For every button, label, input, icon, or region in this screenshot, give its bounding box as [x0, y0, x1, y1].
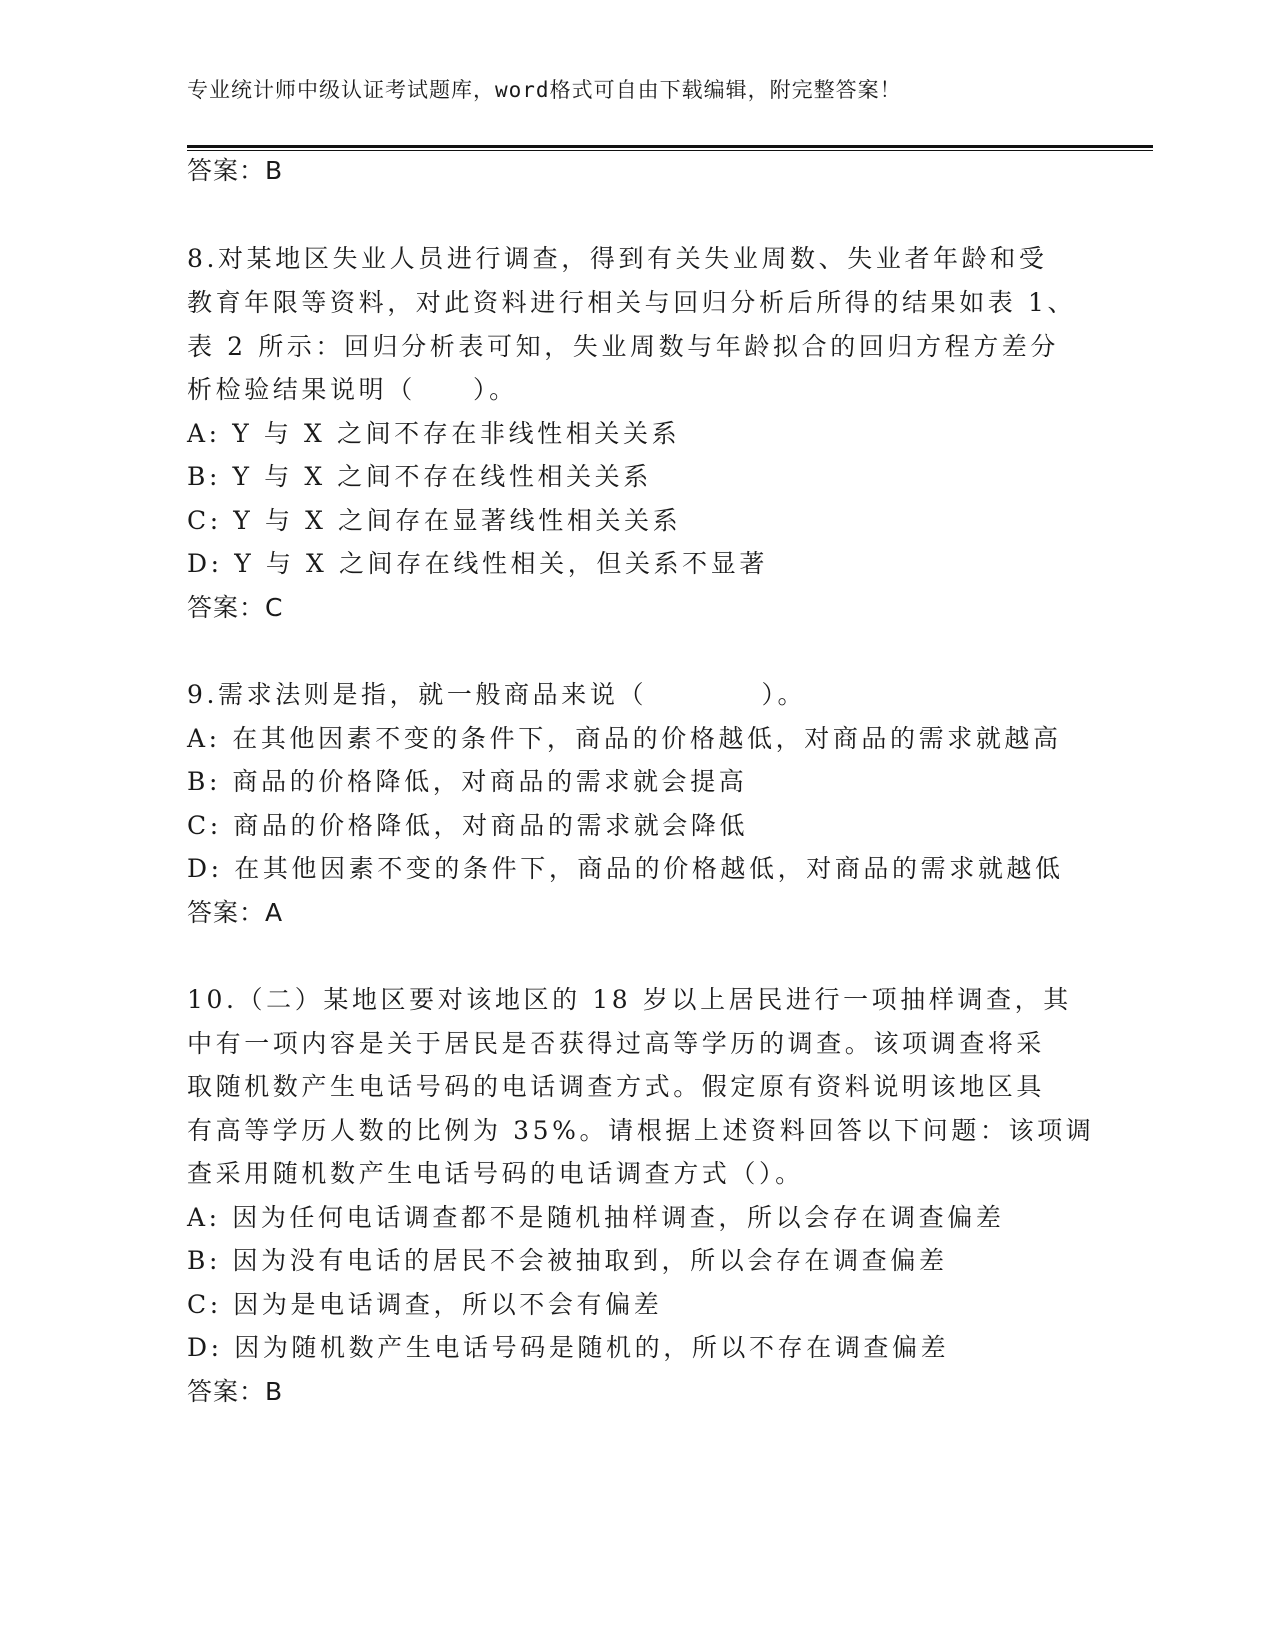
- question-8-line-3: 表 2 所示：回归分析表可知，失业周数与年龄拟合的回归方程方差分: [187, 332, 1060, 361]
- question-10-option-a: A: 因为任何电话调查都不是随机抽样调查，所以会存在调查偏差: [187, 1203, 1005, 1232]
- question-10-option-c: C: 因为是电话调查，所以不会有偏差: [187, 1290, 663, 1319]
- question-8-option-a: A: Y 与 X 之间不存在非线性相关关系: [187, 419, 681, 448]
- question-8-option-c: C: Y 与 X 之间存在显著线性相关关系: [187, 506, 682, 535]
- header-rule-thick: [187, 145, 1153, 148]
- question-10-line-4: 有高等学历人数的比例为 35%。请根据上述资料回答以下问题：该项调: [187, 1116, 1095, 1145]
- header-rule-thin: [187, 150, 1153, 151]
- question-9-option-d: D: 在其他因素不变的条件下，商品的价格越低，对商品的需求就越低: [187, 854, 1064, 883]
- question-10-line-3: 取随机数产生电话号码的电话调查方式。假定原有资料说明该地区具: [187, 1072, 1046, 1101]
- question-8-line-1: 8.对某地区失业人员进行调查，得到有关失业周数、失业者年龄和受: [187, 244, 1048, 273]
- question-9-answer: 答案：A: [187, 898, 284, 927]
- question-10-answer: 答案：B: [187, 1377, 284, 1406]
- question-8-line-2: 教育年限等资料，对此资料进行相关与回归分析后所得的结果如表 1、: [187, 288, 1077, 317]
- question-9-option-b: B: 商品的价格降低，对商品的需求就会提高: [187, 767, 748, 796]
- question-10-option-b: B: 因为没有电话的居民不会被抽取到，所以会存在调查偏差: [187, 1246, 948, 1275]
- page-header: 专业统计师中级认证考试题库，word格式可自由下载编辑，附完整答案！: [187, 78, 902, 102]
- previous-answer: 答案：B: [187, 156, 284, 185]
- question-10-line-5: 查采用随机数产生电话号码的电话调查方式（）。: [187, 1159, 804, 1188]
- question-8-answer: 答案：C: [187, 593, 284, 622]
- question-8-option-b: B: Y 与 X 之间不存在线性相关关系: [187, 462, 652, 491]
- question-9-option-c: C: 商品的价格降低，对商品的需求就会降低: [187, 811, 749, 840]
- question-9-option-a: A: 在其他因素不变的条件下，商品的价格越低，对商品的需求就越高: [187, 724, 1062, 753]
- question-10-line-1: 10.（二）某地区要对该地区的 18 岁以上居民进行一项抽样调查，其: [187, 985, 1072, 1014]
- question-8-line-4: 析检验结果说明（ ）。: [187, 375, 518, 404]
- question-10-option-d: D: 因为随机数产生电话号码是随机的，所以不存在调查偏差: [187, 1333, 950, 1362]
- question-8-option-d: D: Y 与 X 之间存在线性相关，但关系不显著: [187, 549, 768, 578]
- question-10-line-2: 中有一项内容是关于居民是否获得过高等学历的调查。该项调查将采: [187, 1029, 1046, 1058]
- question-9-line-1: 9.需求法则是指，就一般商品来说（ ）。: [187, 680, 807, 709]
